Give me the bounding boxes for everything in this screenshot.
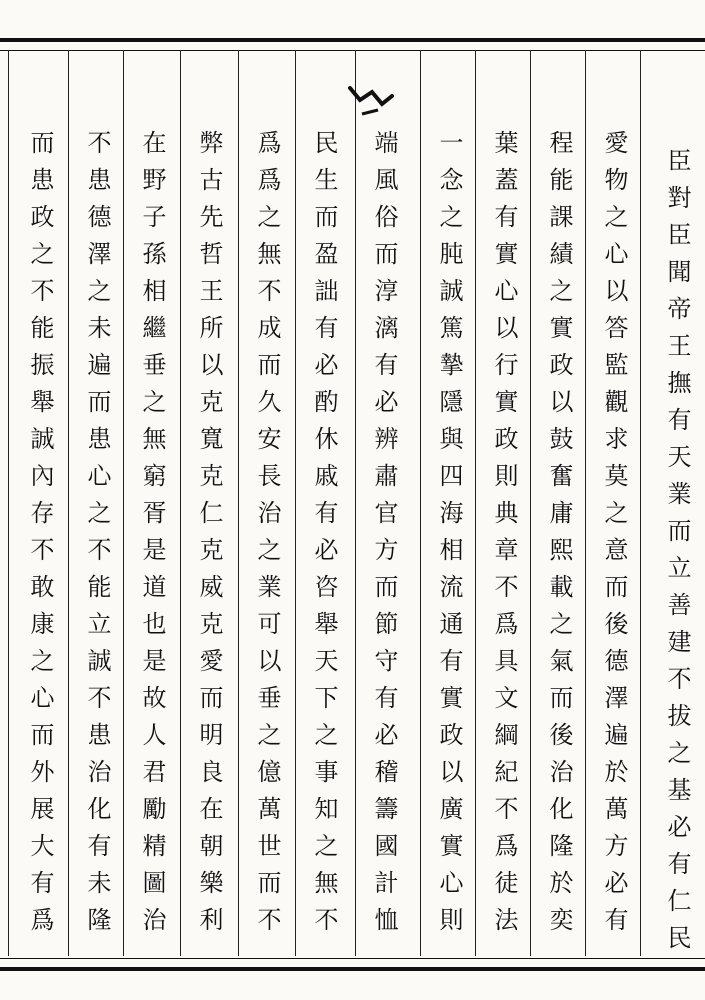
column-text: 程能課績之實政以鼓奮庸熙載之氣而後治化隆於奕 bbox=[545, 130, 573, 944]
column-11 bbox=[68, 50, 125, 956]
column-7 bbox=[295, 50, 352, 956]
column-8 bbox=[238, 50, 295, 956]
column-text: 一念之肫誠篤摯隱與四海相流通有實政以廣實心則 bbox=[435, 130, 463, 944]
column-9 bbox=[180, 50, 237, 956]
bottom-frame-rule bbox=[0, 958, 705, 971]
column-text: 弊古先哲王所以克寬克仁克威克愛而明良在朝樂利 bbox=[195, 130, 223, 944]
column-text: 愛物之心以答監觀求莫之意而後德澤遍於萬方必有 bbox=[600, 130, 628, 944]
column-text: 臣對臣聞帝王撫有天業而立善建不拔之基必有仁民 bbox=[663, 148, 691, 962]
column-text: 端風俗而淳漓有必辨肅官方而節守有必稽籌國計恤 bbox=[370, 130, 398, 944]
column-text: 不患德澤之未遍而患心之不能立誠不患治化有未隆 bbox=[83, 130, 111, 944]
column-text: 葉蓋有實心以行實政則典章不爲具文綱紀不爲徒法 bbox=[490, 130, 518, 944]
column-text: 在野子孫相繼垂之無窮胥是道也是故人君勵精圖治 bbox=[138, 130, 166, 944]
column-text: 民生而盈詘有必酌休戚有必咨舉天下之事知之無不 bbox=[310, 130, 338, 944]
ink-mark bbox=[342, 70, 402, 130]
column-text: 而患政之不能振舉誠內存不敢康之心而外展大有爲 bbox=[26, 130, 54, 944]
column-text: 爲爲之無不成而久安長治之業可以垂之億萬世而不 bbox=[253, 130, 281, 944]
column-6 bbox=[355, 50, 412, 956]
column-2 bbox=[585, 50, 642, 956]
column-4 bbox=[475, 50, 532, 956]
column-10 bbox=[123, 50, 180, 956]
text-columns bbox=[0, 50, 705, 962]
column-5 bbox=[420, 50, 477, 956]
column-3 bbox=[530, 50, 587, 956]
column-1 bbox=[640, 50, 705, 962]
column-12 bbox=[8, 50, 68, 956]
